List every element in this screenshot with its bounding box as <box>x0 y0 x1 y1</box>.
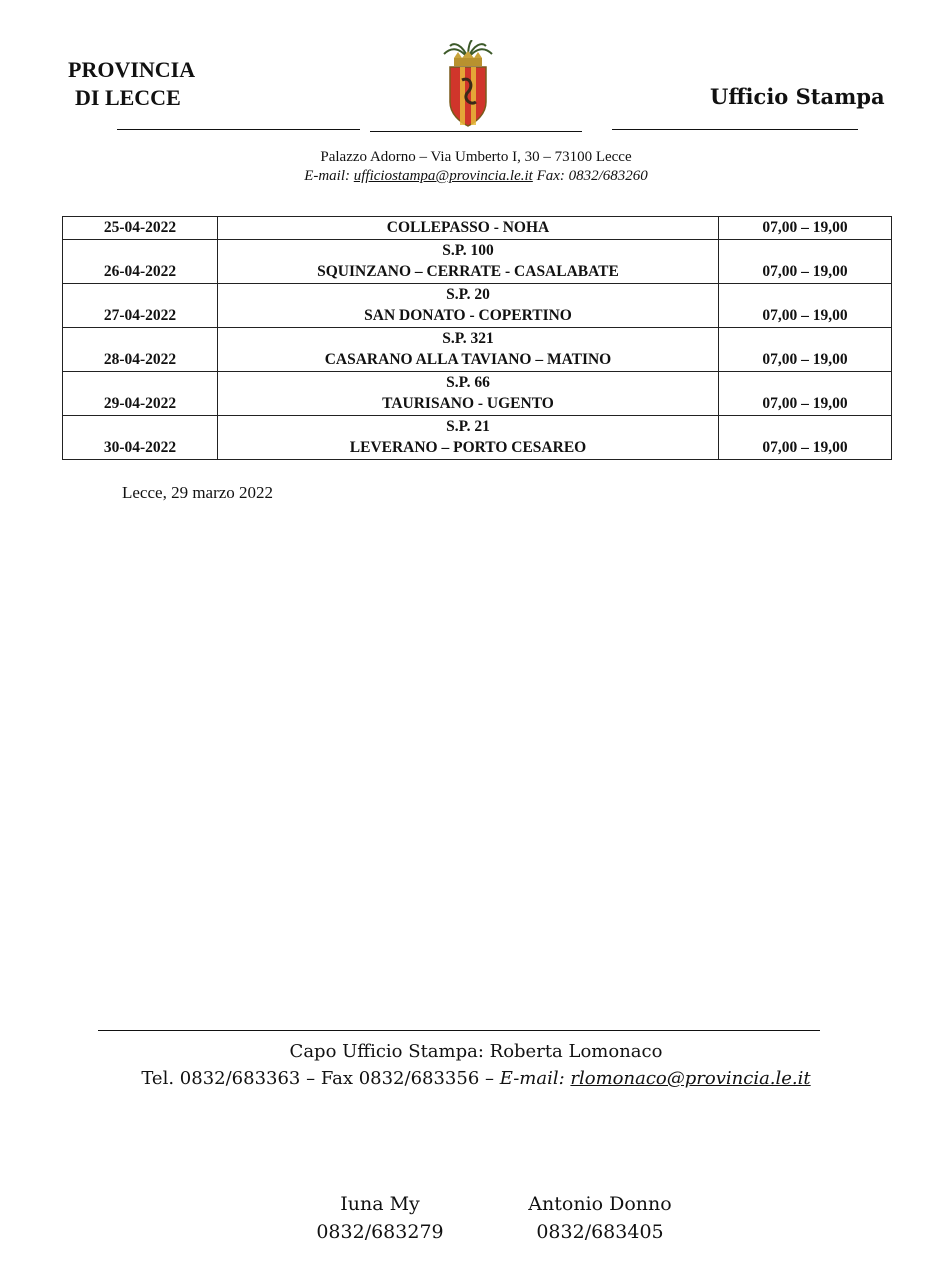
staff-name: Antonio Donno <box>528 1193 672 1215</box>
route-cell <box>218 328 719 372</box>
fax-number: Fax: 0832/683260 <box>536 168 648 184</box>
table-row <box>63 284 892 328</box>
table-row <box>63 240 892 284</box>
table-row <box>63 416 892 460</box>
date-cell: 25-04-2022 <box>63 217 218 240</box>
organization-name <box>68 56 195 112</box>
address-line: Palazzo Adorno – Via Umberto I, 30 – 73100 Lecce <box>320 149 632 165</box>
closure-schedule-table <box>62 216 892 460</box>
press-office-head: Capo Ufficio Stampa: Roberta Lomonaco <box>289 1041 663 1062</box>
footer-contact-line <box>0 1065 952 1092</box>
table-row <box>63 217 892 240</box>
date-cell: 29-04-2022 <box>63 372 218 416</box>
route-name: TAURISANO - UGENTO <box>382 395 554 412</box>
staff-phone: 0832/683279 <box>316 1221 444 1243</box>
press-email-link[interactable]: ufficiostampa@provincia.le.it <box>353 168 533 184</box>
road-code: S.P. 321 <box>442 330 494 347</box>
date-cell: 26-04-2022 <box>63 240 218 284</box>
org-line-2: DI LECCE <box>75 85 181 110</box>
route-cell <box>218 284 719 328</box>
hours-cell: 07,00 – 19,00 <box>719 240 892 284</box>
route-cell <box>218 240 719 284</box>
provincia-crest-icon <box>440 40 496 130</box>
office-title: Ufficio Stampa <box>710 84 885 109</box>
staff-phone: 0832/683405 <box>536 1221 664 1243</box>
hours-cell: 07,00 – 19,00 <box>719 284 892 328</box>
table-row <box>63 328 892 372</box>
header-divider-center <box>370 131 582 132</box>
org-line-1: PROVINCIA <box>68 57 196 82</box>
route-name: COLLEPASSO - NOHA <box>386 219 550 236</box>
staff-name: Iuna My <box>340 1193 420 1215</box>
email-label: E-mail: <box>304 168 351 184</box>
staff-contact <box>510 1190 690 1246</box>
hours-cell: 07,00 – 19,00 <box>719 372 892 416</box>
hours-cell: 07,00 – 19,00 <box>719 416 892 460</box>
road-code: S.P. 66 <box>446 374 490 391</box>
route-name: LEVERANO – PORTO CESAREO <box>349 439 587 456</box>
route-name: SAN DONATO - COPERTINO <box>364 307 572 324</box>
footer-email-label: E-mail: <box>499 1068 565 1089</box>
date-cell: 28-04-2022 <box>63 328 218 372</box>
address-block <box>0 148 952 186</box>
footer-email-link[interactable]: rlomonaco@provincia.le.it <box>570 1068 811 1089</box>
date-cell: 30-04-2022 <box>63 416 218 460</box>
staff-contact <box>300 1190 460 1246</box>
table-row <box>63 372 892 416</box>
route-cell <box>218 217 719 240</box>
document-dateline: Lecce, 29 marzo 2022 <box>122 483 274 502</box>
route-cell <box>218 416 719 460</box>
footer-phones: Tel. 0832/683363 – Fax 0832/683356 – <box>141 1068 494 1089</box>
contact-line <box>0 167 952 186</box>
road-code: S.P. 20 <box>446 286 490 303</box>
header-divider-right <box>612 129 858 130</box>
date-cell: 27-04-2022 <box>63 284 218 328</box>
route-name: CASARANO ALLA TAVIANO – MATINO <box>324 351 612 368</box>
road-code: S.P. 100 <box>442 242 494 259</box>
hours-cell: 07,00 – 19,00 <box>719 217 892 240</box>
route-name: SQUINZANO – CERRATE - CASALABATE <box>317 263 619 280</box>
route-cell <box>218 372 719 416</box>
header-divider-left <box>117 129 360 130</box>
footer-block <box>0 1038 952 1092</box>
hours-cell: 07,00 – 19,00 <box>719 328 892 372</box>
road-code: S.P. 21 <box>446 418 490 435</box>
footer-divider <box>98 1030 820 1031</box>
